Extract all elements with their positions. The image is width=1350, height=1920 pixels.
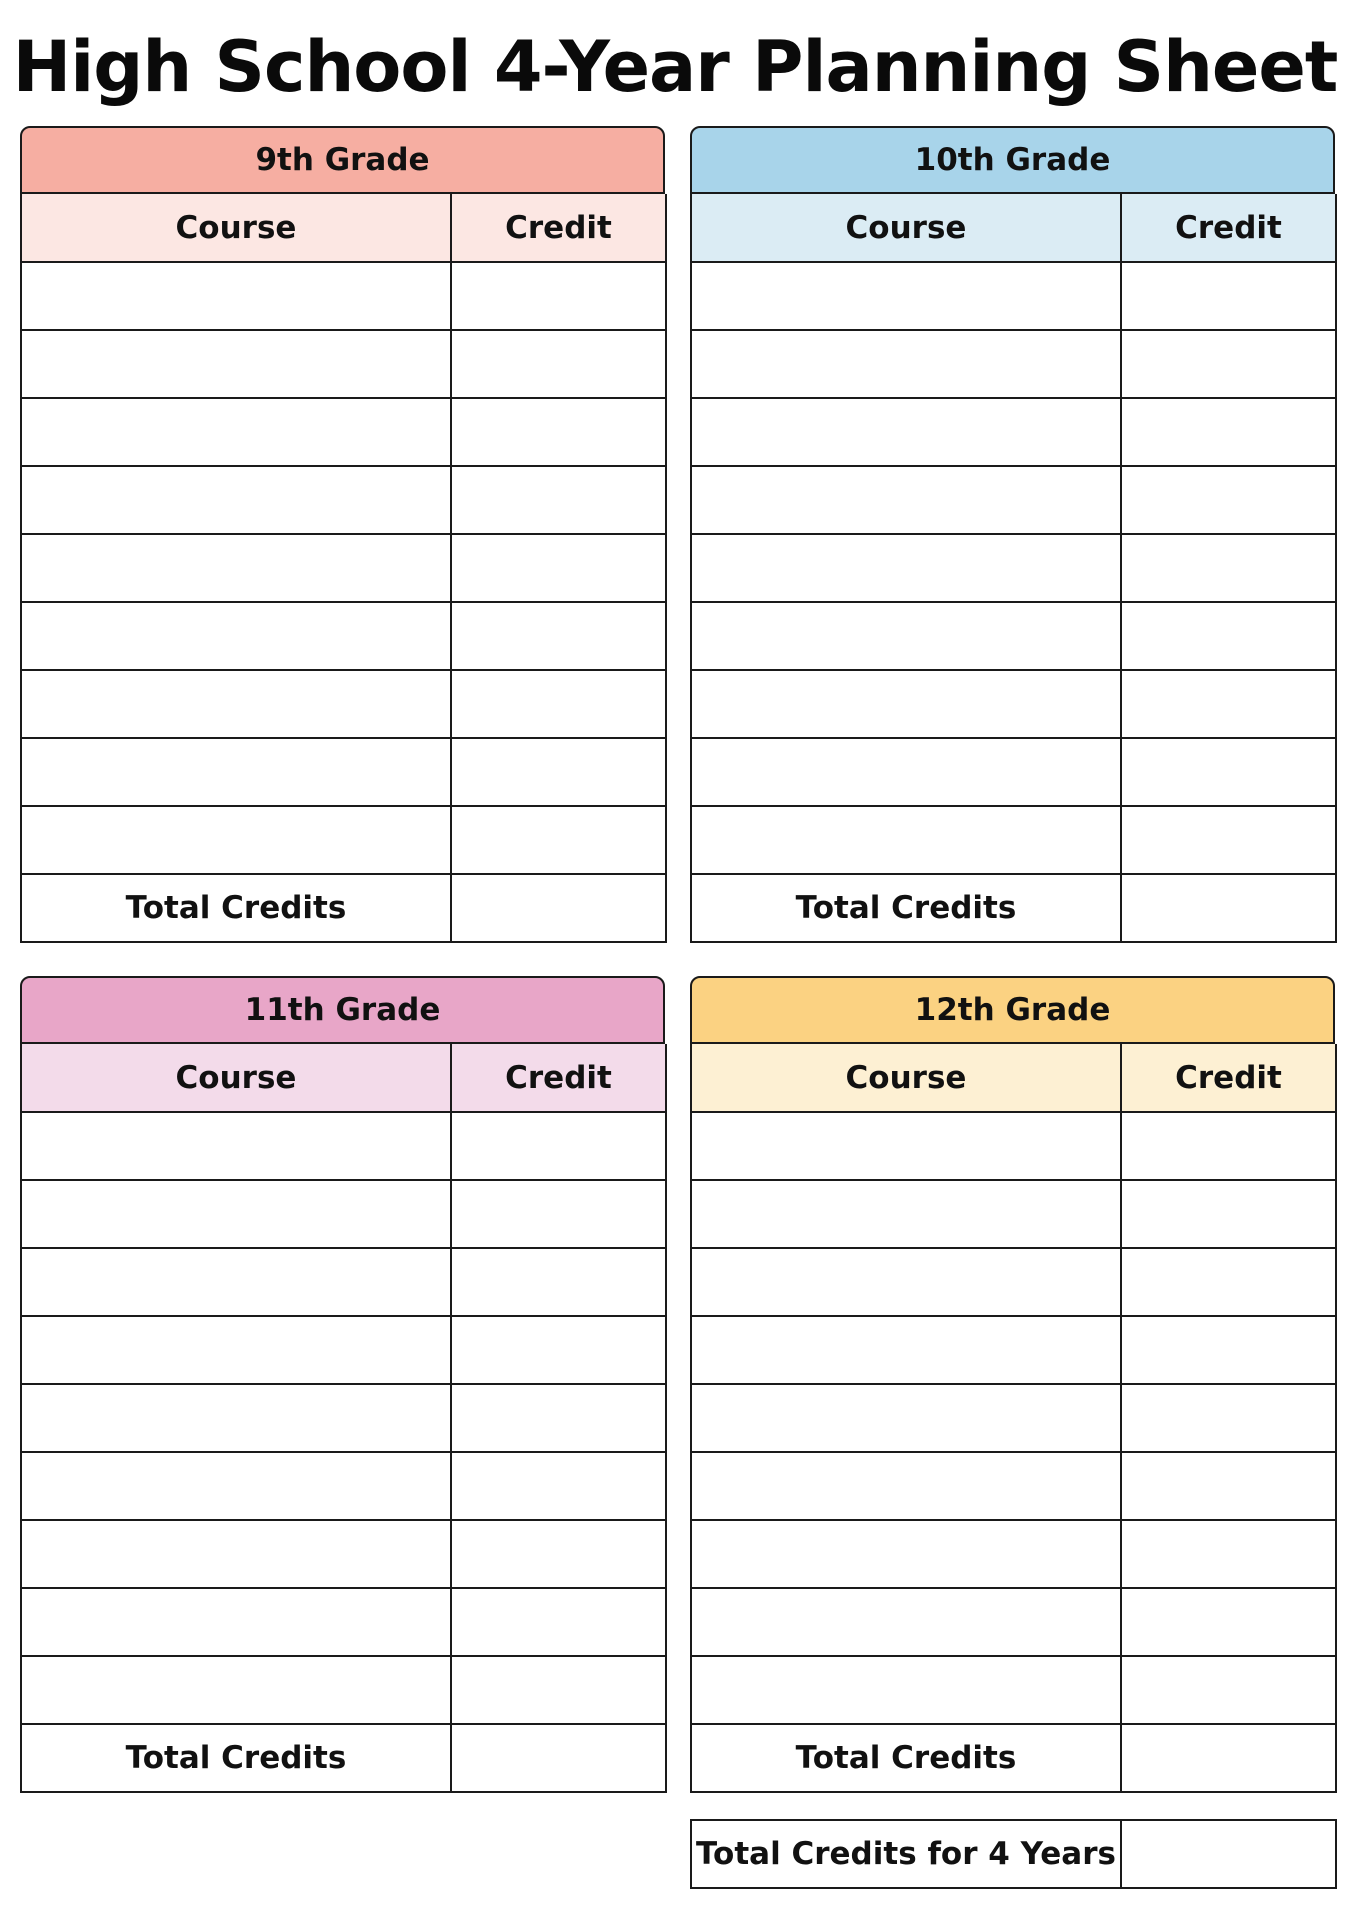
course-row (21, 330, 666, 398)
course-column-header: Course (691, 1044, 1121, 1112)
course-row (21, 1520, 666, 1588)
credit-column-header: Credit (451, 1044, 666, 1112)
credit-cell[interactable] (451, 1588, 666, 1656)
course-cell[interactable] (691, 330, 1121, 398)
course-row (21, 1656, 666, 1724)
course-cell[interactable] (691, 1384, 1121, 1452)
credit-cell[interactable] (451, 1452, 666, 1520)
course-cell[interactable] (21, 1248, 451, 1316)
course-cell[interactable] (691, 1520, 1121, 1588)
credit-cell[interactable] (451, 330, 666, 398)
course-cell[interactable] (21, 1452, 451, 1520)
credit-cell[interactable] (451, 806, 666, 874)
credit-cell[interactable] (451, 1520, 666, 1588)
course-cell[interactable] (691, 398, 1121, 466)
credit-cell[interactable] (1121, 534, 1336, 602)
course-table (690, 194, 1337, 943)
credit-cell[interactable] (1121, 262, 1336, 330)
credit-cell[interactable] (1121, 806, 1336, 874)
course-cell[interactable] (691, 670, 1121, 738)
course-row (691, 670, 1336, 738)
four-year-total-table (690, 1819, 1337, 1889)
total-credits-label: Total Credits (691, 874, 1121, 942)
grade-panel-10th (690, 126, 1335, 943)
course-row (691, 262, 1336, 330)
course-cell[interactable] (691, 1588, 1121, 1656)
course-row (691, 330, 1336, 398)
course-row (691, 1588, 1336, 1656)
credit-cell[interactable] (1121, 738, 1336, 806)
course-cell[interactable] (691, 1316, 1121, 1384)
grade-header: 9th Grade (20, 126, 665, 194)
course-cell[interactable] (21, 1112, 451, 1180)
four-year-total-label: Total Credits for 4 Years (691, 1820, 1121, 1888)
credit-cell[interactable] (1121, 1656, 1336, 1724)
course-cell[interactable] (21, 1180, 451, 1248)
course-row (691, 806, 1336, 874)
grade-header: 12th Grade (690, 976, 1335, 1044)
course-row (691, 738, 1336, 806)
course-cell[interactable] (21, 1316, 451, 1384)
credit-cell[interactable] (451, 262, 666, 330)
course-cell[interactable] (691, 602, 1121, 670)
total-credits-row (21, 874, 666, 942)
total-credits-value[interactable] (451, 874, 666, 942)
grade-panel-11th (20, 976, 665, 1793)
course-row (691, 1248, 1336, 1316)
credit-cell[interactable] (451, 1656, 666, 1724)
course-row (691, 1520, 1336, 1588)
credit-cell[interactable] (451, 1112, 666, 1180)
total-credits-value[interactable] (1121, 1724, 1336, 1792)
course-row (21, 1452, 666, 1520)
course-column-header: Course (691, 194, 1121, 262)
credit-cell[interactable] (451, 398, 666, 466)
course-cell[interactable] (691, 1656, 1121, 1724)
course-cell[interactable] (21, 262, 451, 330)
course-row (21, 1112, 666, 1180)
course-row (21, 670, 666, 738)
course-row (691, 1112, 1336, 1180)
credit-cell[interactable] (451, 738, 666, 806)
course-row (691, 1452, 1336, 1520)
course-column-header: Course (21, 194, 451, 262)
course-cell[interactable] (21, 670, 451, 738)
course-row (21, 1588, 666, 1656)
course-table (690, 1044, 1337, 1793)
credit-column-header: Credit (451, 194, 666, 262)
column-header-row (691, 194, 1336, 262)
credit-cell[interactable] (1121, 1112, 1336, 1180)
course-row (691, 534, 1336, 602)
total-credits-label: Total Credits (691, 1724, 1121, 1792)
column-header-row (21, 1044, 666, 1112)
course-column-header: Course (21, 1044, 451, 1112)
credit-cell[interactable] (1121, 602, 1336, 670)
credit-cell[interactable] (1121, 1180, 1336, 1248)
course-cell[interactable] (21, 1656, 451, 1724)
course-cell[interactable] (21, 1520, 451, 1588)
course-table (20, 194, 667, 943)
credit-cell[interactable] (1121, 1452, 1336, 1520)
grade-header: 10th Grade (690, 126, 1335, 194)
course-row (21, 806, 666, 874)
course-row (691, 602, 1336, 670)
credit-cell[interactable] (451, 1316, 666, 1384)
course-cell[interactable] (691, 534, 1121, 602)
course-cell[interactable] (691, 1180, 1121, 1248)
course-row (21, 1248, 666, 1316)
course-cell[interactable] (691, 1452, 1121, 1520)
four-year-total-value[interactable] (1121, 1820, 1336, 1888)
total-credits-value[interactable] (1121, 874, 1336, 942)
course-cell[interactable] (691, 1112, 1121, 1180)
course-cell[interactable] (21, 738, 451, 806)
credit-cell[interactable] (451, 670, 666, 738)
course-row (691, 1384, 1336, 1452)
credit-column-header: Credit (1121, 194, 1336, 262)
total-credits-row (21, 1724, 666, 1792)
course-table (20, 1044, 667, 1793)
credit-cell[interactable] (451, 1384, 666, 1452)
course-cell[interactable] (21, 398, 451, 466)
course-cell[interactable] (21, 466, 451, 534)
course-row (691, 466, 1336, 534)
course-row (21, 1316, 666, 1384)
course-cell[interactable] (21, 1384, 451, 1452)
course-cell[interactable] (691, 738, 1121, 806)
total-credits-label: Total Credits (21, 1724, 451, 1792)
credit-cell[interactable] (1121, 1588, 1336, 1656)
credit-cell[interactable] (1121, 1520, 1336, 1588)
credit-cell[interactable] (1121, 1384, 1336, 1452)
credit-cell[interactable] (451, 534, 666, 602)
course-row (691, 1180, 1336, 1248)
course-cell[interactable] (21, 534, 451, 602)
course-row (21, 534, 666, 602)
course-cell[interactable] (691, 806, 1121, 874)
course-row (691, 398, 1336, 466)
course-row (21, 262, 666, 330)
credit-cell[interactable] (451, 1180, 666, 1248)
credit-cell[interactable] (1121, 466, 1336, 534)
four-year-total-box (690, 1819, 1335, 1889)
column-header-row (691, 1044, 1336, 1112)
course-row (21, 398, 666, 466)
course-row (691, 1656, 1336, 1724)
column-header-row (21, 194, 666, 262)
credit-cell[interactable] (1121, 1248, 1336, 1316)
course-cell[interactable] (21, 806, 451, 874)
course-row (21, 1384, 666, 1452)
credit-cell[interactable] (1121, 398, 1336, 466)
course-row (21, 738, 666, 806)
total-credits-label: Total Credits (21, 874, 451, 942)
credit-cell[interactable] (451, 602, 666, 670)
course-row (21, 1180, 666, 1248)
credit-cell[interactable] (1121, 670, 1336, 738)
course-cell[interactable] (691, 1248, 1121, 1316)
course-row (691, 1316, 1336, 1384)
page-title: High School 4-Year Planning Sheet (12, 26, 1338, 108)
grade-panel-12th (690, 976, 1335, 1793)
course-cell[interactable] (691, 466, 1121, 534)
grade-header: 11th Grade (20, 976, 665, 1044)
course-row (21, 602, 666, 670)
course-cell[interactable] (21, 1588, 451, 1656)
credit-cell[interactable] (1121, 1316, 1336, 1384)
credit-cell[interactable] (451, 466, 666, 534)
course-cell[interactable] (21, 330, 451, 398)
course-cell[interactable] (691, 262, 1121, 330)
total-credits-row (691, 1724, 1336, 1792)
credit-cell[interactable] (451, 1248, 666, 1316)
total-credits-value[interactable] (451, 1724, 666, 1792)
grade-panel-9th (20, 126, 665, 943)
four-year-total-row (691, 1820, 1336, 1888)
credit-column-header: Credit (1121, 1044, 1336, 1112)
course-cell[interactable] (21, 602, 451, 670)
course-row (21, 466, 666, 534)
total-credits-row (691, 874, 1336, 942)
credit-cell[interactable] (1121, 330, 1336, 398)
